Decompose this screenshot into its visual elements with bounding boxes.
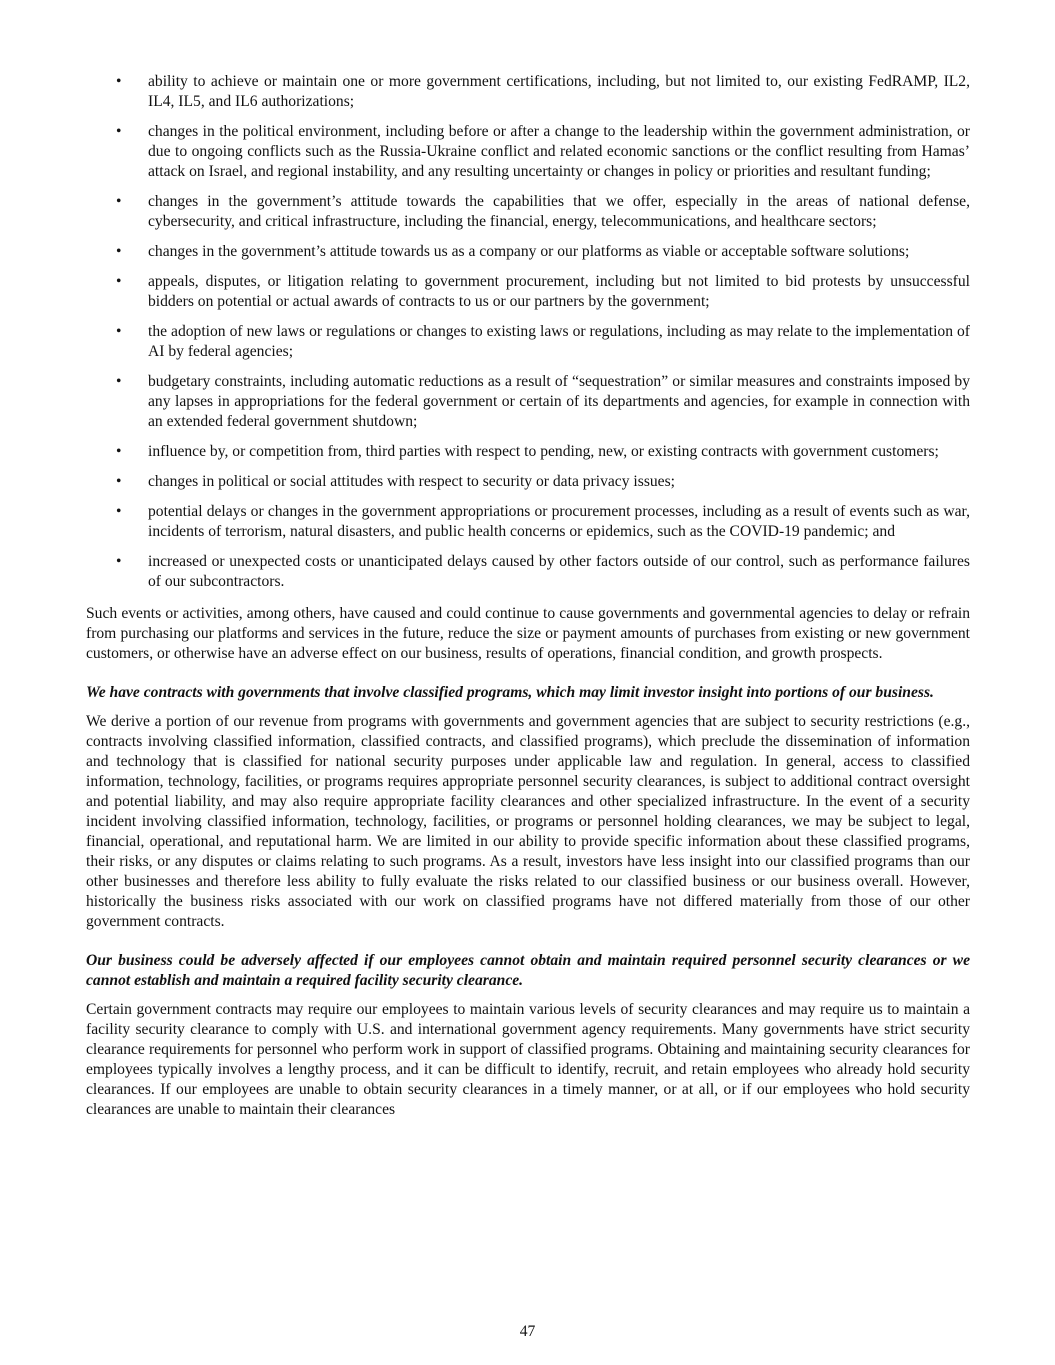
bullet-mark: • xyxy=(116,243,122,260)
list-item-text: appeals, disputes, or litigation relating to government procurement, including but not limited to bid protests by unsuccessful bidders on potential or actual awards of contracts to us or our partners by the government; xyxy=(148,273,970,310)
bullet-mark: • xyxy=(116,273,122,290)
bullet-mark: • xyxy=(116,323,122,340)
bullet-mark: • xyxy=(116,123,122,140)
list-item-text: ability to achieve or maintain one or more government certifications, including, but not limited to, our existing FedRAMP, IL2, IL4, IL5, and IL6 authorizations; xyxy=(148,73,970,110)
list-item xyxy=(86,122,970,182)
list-item xyxy=(86,242,970,262)
list-item xyxy=(86,472,970,492)
bullet-mark: • xyxy=(116,503,122,520)
classified-programs-heading: We have contracts with governments that involve classified programs, which may limit investor insight into portions of our business. xyxy=(86,684,934,701)
list-item xyxy=(86,192,970,232)
list-item-text: changes in the political environment, including before or after a change to the leadership within the government administration, or due to ongoing conflicts such as the Russia-Ukraine conflict and related economic sanctions or the conflict resulting from Hamas’ attack on Israel, and regional instability, and any resulting uncertainty or changes in policy or priorities and resultant funding; xyxy=(148,123,970,180)
list-item-text: potential delays or changes in the government appropriations or procurement processes, including as a result of events such as war, incidents of terrorism, natural disasters, and public health concerns or epidemics, such as the COVID-19 pandemic; and xyxy=(148,503,970,540)
list-item-text: changes in the government’s attitude towards the capabilities that we offer, especially in the areas of national defense, cybersecurity, and critical infrastructure, including the financial, energy, telecommunications, and healthcare sectors; xyxy=(148,193,970,230)
security-clearances-paragraph: Certain government contracts may require our employees to maintain various levels of security clearances and may require us to maintain a facility security clearance to comply with U.S. and international government agency requirements. Many governments have strict security clearance requirements for personnel who perform work in support of classified programs. Obtaining and maintaining security clearances for employees typically involves a lengthy process, and it can be difficult to identify, recruit, and retain employees who already hold security clearances. If our employees are unable to obtain security clearances in a timely manner, or at all, or if our employees who hold security clearances are unable to maintain their clearances xyxy=(86,1001,970,1118)
document-page xyxy=(86,72,970,1120)
list-item xyxy=(86,552,970,592)
bullet-mark: • xyxy=(116,73,122,90)
risk-factor-bullet-list xyxy=(86,72,970,592)
page-number: 47 xyxy=(519,1323,536,1340)
list-item xyxy=(86,372,970,432)
list-item-text: influence by, or competition from, third parties with respect to pending, new, or existing contracts with government customers; xyxy=(148,443,939,460)
bullet-mark: • xyxy=(116,373,122,390)
list-item xyxy=(86,72,970,112)
list-item xyxy=(86,442,970,462)
list-item xyxy=(86,502,970,542)
list-item-text: increased or unexpected costs or unanticipated delays caused by other factors outside of our control, such as performance failures of our subcontractors. xyxy=(148,553,970,590)
bullet-mark: • xyxy=(116,553,122,570)
list-item xyxy=(86,272,970,312)
list-item xyxy=(86,322,970,362)
security-clearances-heading: Our business could be adversely affected if our employees cannot obtain and maintain required personnel security clearances or we cannot establish and maintain a required facility security clearance. xyxy=(86,952,970,989)
classified-programs-paragraph: We derive a portion of our revenue from programs with governments and government agencies that are subject to security restrictions (e.g., contracts involving classified information, classified contracts, and classified programs), which preclude the dissemination of information and technology that is classified for national security purposes under applicable law and regulation. In general, access to classified information, technology, facilities, or programs requires appropriate personnel security clearances, is subject to additional contract oversight and potential liability, and may also require appropriate facility clearances and other specialized infrastructure. In the event of a security incident involving classified information, technology, facilities, or programs or personnel holding clearances, we may be subject to legal, financial, operational, and reputational harm. We are limited in our ability to provide specific information about these classified programs, their risks, or any disputes or claims relating to such programs. As a result, investors have less insight into our classified programs than our other businesses and therefore less ability to fully evaluate the risks related to our classified business or our business overall. However, historically the business risks associated with our work on classified programs have not differed materially from those of our other government contracts. xyxy=(86,713,970,930)
bullet-mark: • xyxy=(116,193,122,210)
summary-paragraph: Such events or activities, among others, have caused and could continue to cause governments and governmental agencies to delay or refrain from purchasing our platforms and services in the future, reduce the size or payment amounts of purchases from existing or new government customers, or otherwise have an adverse effect on our business, results of operations, financial condition, and growth prospects. xyxy=(86,605,970,662)
list-item-text: changes in the government’s attitude towards us as a company or our platforms as viable or acceptable software solutions; xyxy=(148,243,910,260)
list-item-text: budgetary constraints, including automatic reductions as a result of “sequestration” or similar measures and constraints imposed by any lapses in appropriations for the federal government or certain of its departments and agencies, for example in connection with an extended federal government shutdown; xyxy=(148,373,970,430)
list-item-text: changes in political or social attitudes with respect to security or data privacy issues; xyxy=(148,473,676,490)
bullet-mark: • xyxy=(116,443,122,460)
list-item-text: the adoption of new laws or regulations or changes to existing laws or regulations, including as may relate to the implementation of AI by federal agencies; xyxy=(148,323,970,360)
bullet-mark: • xyxy=(116,473,122,490)
